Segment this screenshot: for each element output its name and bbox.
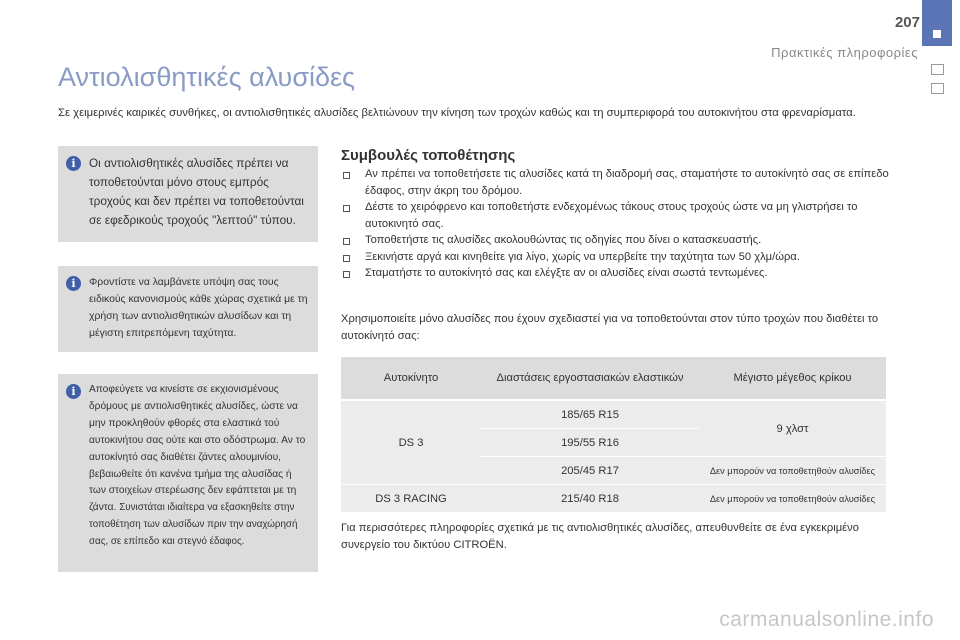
footer-note: Για περισσότερες πληροφορίες σχετικά με τις αντιολισθητικές αλυσίδες, απευθυνθείτε σε ένα εγκεκριμένο συνεργείο του δικτύου CITROËN. [341, 522, 859, 551]
cell-tyre-size: 185/65 R15 [481, 400, 699, 429]
cell-tyre-size: 215/40 R18 [481, 485, 699, 513]
page-nav-box-1[interactable] [931, 64, 944, 75]
info-icon: i [66, 156, 81, 171]
table-row [341, 485, 886, 513]
header-vehicle: Αυτοκίνητο [341, 357, 481, 400]
note-text: Οι αντιολισθητικές αλυσίδες πρέπει να τοποθετούνται μόνο στους εμπρός τροχούς και δεν πρέπει να τοποθετούνται σε εφεδρικούς τροχούς "λεπτού" τύπου. [89, 156, 304, 227]
usage-text: Χρησιμοποιείτε μόνο αλυσίδες που έχουν σχεδιαστεί για να τοποθετούνται στον τύπο τροχών που διαθέτει το αυτοκίνητό σας: [341, 313, 879, 342]
advice-item: Τοποθετήστε τις αλυσίδες ακολουθώντας τις οδηγίες που δίνει ο κατασκευαστής. [341, 232, 901, 249]
advice-heading: Συμβουλές τοποθέτησης [341, 147, 516, 164]
tyre-chain-table [341, 357, 886, 513]
info-note-avoid-snow-free-roads [58, 374, 318, 572]
info-note-front-wheels [58, 146, 318, 242]
table-header-row [341, 357, 886, 400]
table-row [341, 400, 886, 429]
cell-model: DS 3 RACING [341, 485, 481, 513]
page-number: 207 [894, 14, 920, 31]
section-title: Πρακτικές πληροφορίες [771, 45, 918, 60]
watermark: carmanualsonline.info [719, 608, 934, 631]
advice-list [341, 166, 901, 282]
note-text-main: Αποφεύγετε να κινείστε σε εκχιονισμένους δρόμους με αντιολισθητικές αλυσίδες, ώστε να μην προκληθούν φθορές στα ελαστικά τού αυτοκινήτου σας ούτε και στο οδόστρωμα. Αν το αυτοκίνητό σας διαθέτει ζάντες αλουμινίου, βεβαιωθείτε ότι κανένα τμήμα της αλυσίδας ή των στοιχείων στερέωσης δεν εφάπτεται με τη ζάντα. [89, 384, 306, 514]
advice-item: Αν πρέπει να τοποθετήσετε τις αλυσίδες κατά τη διαδρομή σας, σταματήστε το αυτοκίνητό σας σε επίπεδο έδαφος, στην άκρη του δρόμου. [341, 166, 901, 199]
advice-item: Δέστε το χειρόφρενο και τοποθετήστε ενδεχομένως τάκους στους τροχούς ώστε να μη γλιστρήσει το αυτοκινητό σας. [341, 199, 901, 232]
info-note-regulations [58, 266, 318, 352]
cell-link-size: 9 χλστ [699, 400, 886, 457]
note-text [89, 382, 308, 551]
cell-link-size: Δεν μπορούν να τοποθετηθούν αλυσίδες [699, 457, 886, 485]
cell-tyre-size: 205/45 R17 [481, 457, 699, 485]
intro-text: Σε χειμερινές καιρικές συνθήκες, οι αντιολισθητικές αλυσίδες βελτιώνουν την κίνηση των τροχών καθώς και τη συμπεριφορά του αυτοκινήτου στα φρεναρίσματα. [58, 107, 856, 119]
chapter-tab[interactable] [922, 0, 952, 46]
cell-tyre-size: 195/55 R16 [481, 429, 699, 457]
info-icon: i [66, 276, 81, 291]
cell-model: DS 3 [341, 400, 481, 485]
header-tyre-size: Διαστάσεις εργοστασιακών ελαστικών [481, 357, 699, 400]
header-max-link-size: Μέγιστο μέγεθος κρίκου [699, 357, 886, 400]
info-icon: i [66, 384, 81, 399]
note-text: Φροντίστε να λαμβάνετε υπόψη σας τους ειδικούς κανονισμούς κάθε χώρας σχετικά με τη χρήση των αντιολισθητικών αλυσίδων και τη μέγιστη επιτρεπόμενη ταχύτητα. [89, 277, 308, 339]
advice-item: Ξεκινήστε αργά και κινηθείτε για λίγο, χωρίς να υπερβείτε την ταχύτητα των 50 χλμ/ώρα. [341, 249, 901, 266]
page-title: Αντιολισθητικές αλυσίδες [58, 62, 356, 92]
note-text-practice: Συνιστάται ιδιαίτερα να εξασκηθείτε στην τοποθέτηση των αλυσίδων πριν την αναχώρησή σας, σε επίπεδο και στεγνό έδαφος. [89, 502, 298, 548]
page-nav-box-2[interactable] [931, 83, 944, 94]
cell-link-size: Δεν μπορούν να τοποθετηθούν αλυσίδες [699, 485, 886, 513]
chapter-marker-icon [933, 30, 941, 38]
advice-item: Σταματήστε το αυτοκίνητό σας και ελέγξτε αν οι αλυσίδες είναι σωστά τεντωμένες. [341, 265, 901, 282]
